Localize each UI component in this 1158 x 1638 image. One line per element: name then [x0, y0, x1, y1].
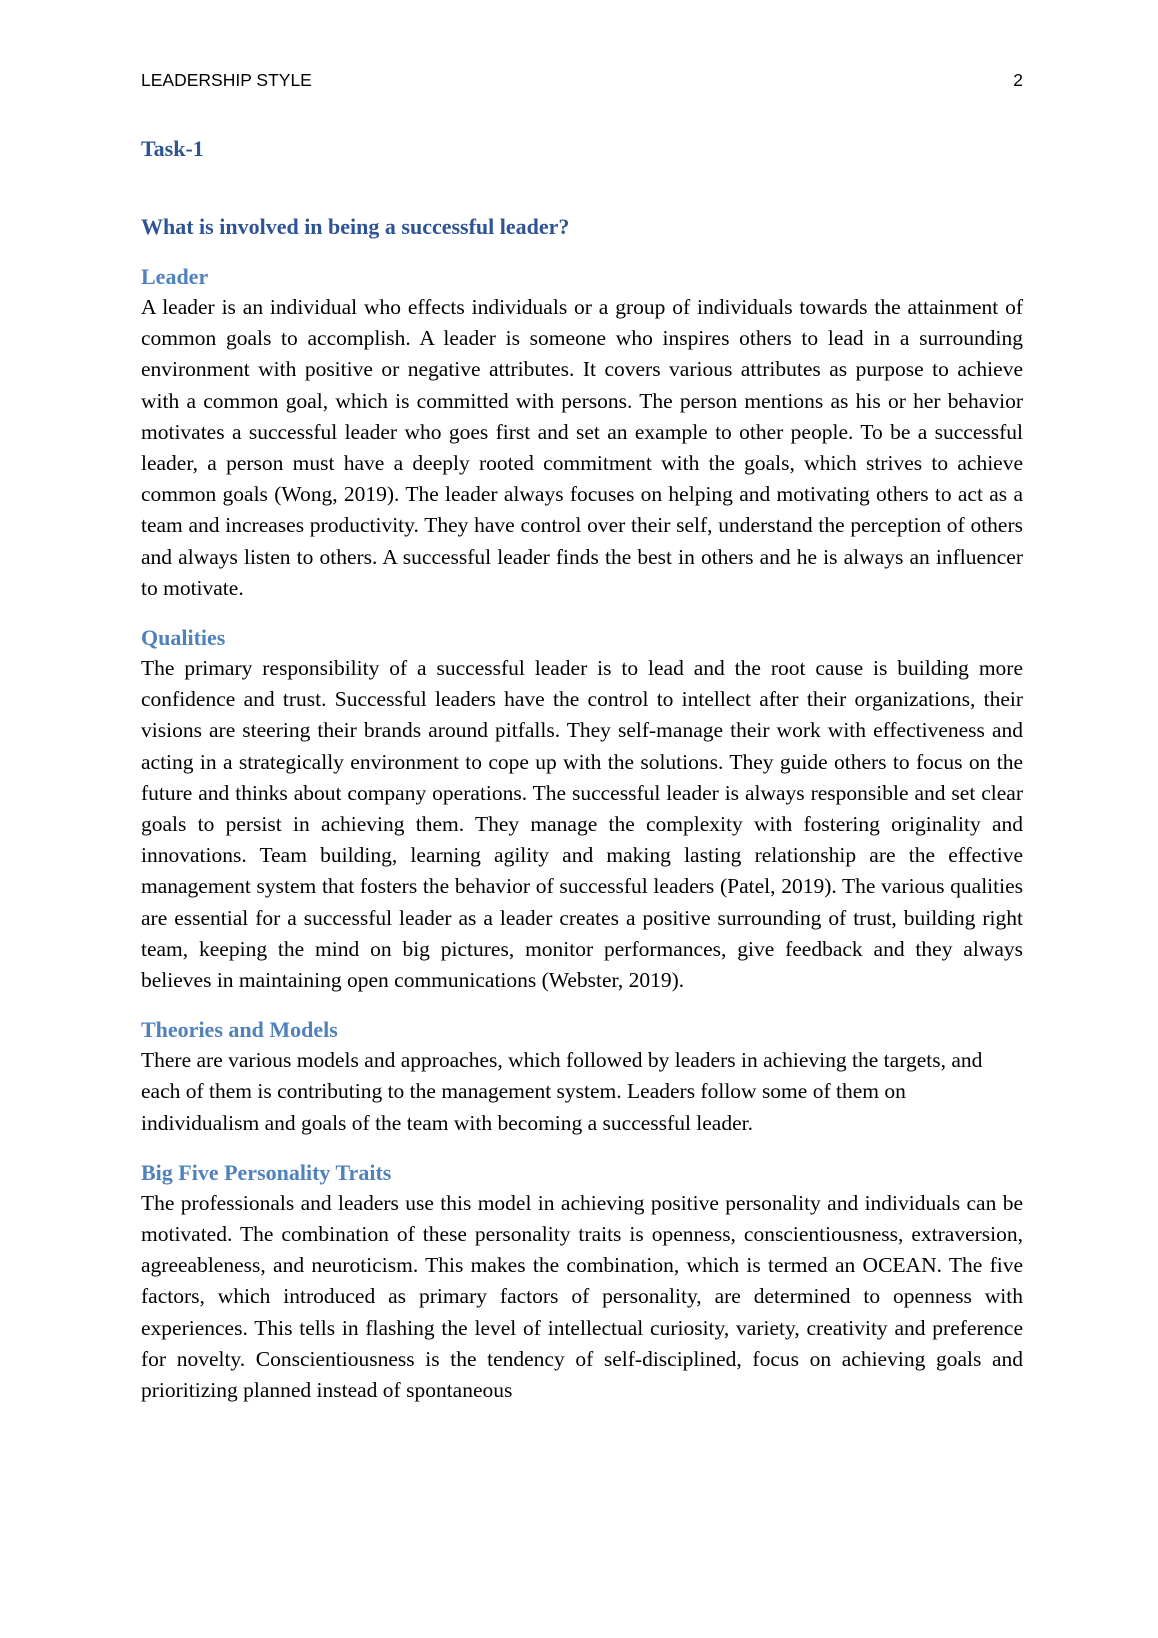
section-big-five: [141, 1158, 1023, 1406]
section-theories-and-models: [141, 1015, 1023, 1139]
document-body: [141, 134, 1023, 1425]
section-heading: Qualities: [141, 625, 226, 651]
section-heading: Leader: [141, 264, 209, 289]
section-leader: [141, 262, 1023, 604]
section-paragraph: The primary responsibility of a successful leader is to lead and the root cause is building more confidence and trust. Successful leaders have the control to intellect after their organizations, their visions are steering their brands around pitfalls. They self-manage their work with effectiveness and acting in a strategically environment to cope up with the solutions. They guide others to focus on the future and thinks about company operations. The successful leader is always responsible and set clear goals to persist in achieving them. They manage the complexity with fostering originality and innovations. Team building, learning agility and making lasting relationship are the effective management system that fosters the behavior of successful leaders (Patel, 2019). The various qualities are essential for a successful leader as a leader creates a positive surrounding of trust, building right team, keeping the mind on big pictures, monitor performances, give feedback and they always believes in maintaining open communications (Webster, 2019).: [141, 656, 1023, 993]
running-header: [141, 70, 1023, 91]
section-qualities: [141, 623, 1023, 996]
task-heading: Task-1: [141, 136, 204, 161]
question-heading: What is involved in being a successful leader?: [141, 214, 570, 239]
section-heading: Theories and Models: [141, 1017, 338, 1043]
section-heading: Big Five Personality Traits: [141, 1159, 392, 1185]
page-number: 2: [1013, 70, 1023, 90]
section-paragraph: The professionals and leaders use this model in achieving positive personality and individuals can be motivated. The combination of these personality traits is openness, conscientiousness, extraversion, agreeableness, and neuroticism. This makes the combination, which is termed an OCEAN. The five factors, which introduced as primary factors of personality, are determined to openness with experiences. This tells in flashing the level of intellectual curiosity, variety, creativity and preference for novelty. Conscientiousness is the tendency of self-disciplined, focus on achieving goals and prioritizing planned instead of spontaneous: [141, 1190, 1023, 1403]
section-paragraph: A leader is an individual who effects individuals or a group of individuals towards the attainment of common goals to accomplish. A leader is someone who inspires others to lead in a surrounding environment with positive or negative attributes. It covers various attributes as purpose to achieve with a common goal, which is committed with persons. The person mentions as his or her behavior motivates a successful leader who goes first and set an example to other people. To be a successful leader, a person must have a deeply rooted commitment with the goals, which strives to achieve common goals (Wong, 2019). The leader always focuses on helping and motivating others to act as a team and increases productivity. They have control over their self, understand the perception of others and always listen to others. A successful leader finds the best in others and he is always an influencer to motivate.: [141, 295, 1023, 600]
section-paragraph: There are various models and approaches, which followed by leaders in achieving the targets, and each of them is contributing to the management system. Leaders follow some of them on individualism and goals of the team with becoming a successful leader.: [141, 1048, 983, 1135]
running-title: LEADERSHIP STYLE: [141, 70, 312, 90]
